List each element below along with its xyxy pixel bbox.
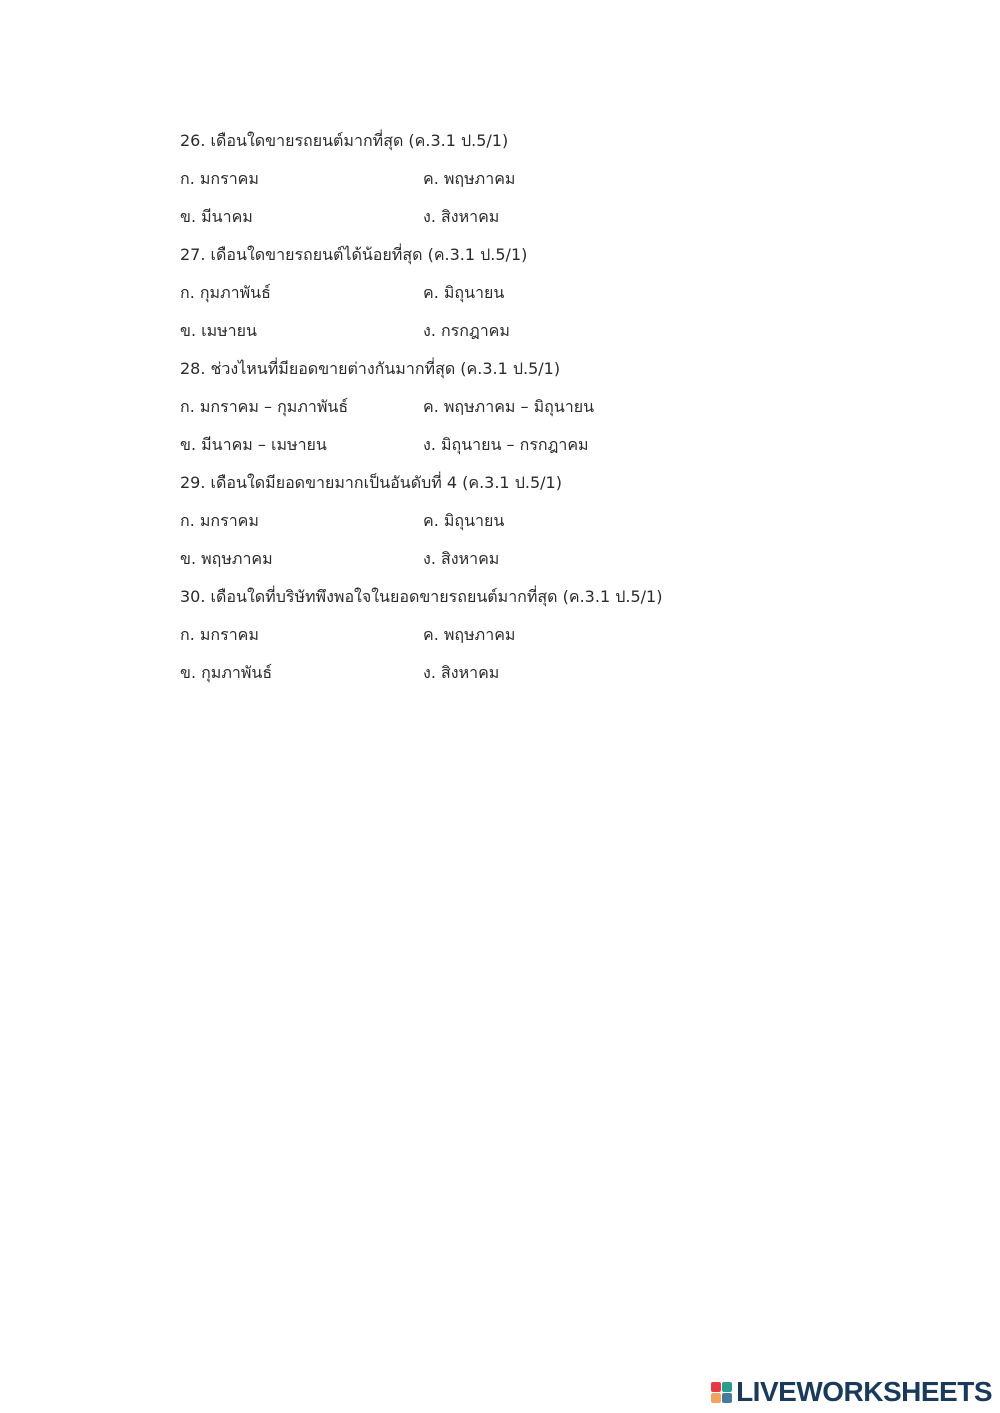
choice-option[interactable]: ข. พฤษภาคม [180,549,273,568]
question-text: 28. ช่วงไหนที่มียอดขายต่างกันมากที่สุด (ค.3.1 ป.5/1) [180,359,561,378]
logo-square-1 [711,1382,721,1392]
question-28 [180,350,820,464]
choice-option[interactable]: ค. มิถุนายน [423,283,505,302]
question-29 [180,464,820,578]
question-27 [180,236,820,350]
logo-square-4 [722,1393,732,1403]
choice-option[interactable]: ง. สิงหาคม [423,663,500,682]
choice-row [180,426,820,464]
liveworksheets-brand[interactable] [711,1377,992,1407]
logo-square-3 [711,1393,721,1403]
question-text: 30. เดือนใดที่บริษัทพึงพอใจในยอดขายรถยนต์มากที่สุด (ค.3.1 ป.5/1) [180,587,663,606]
question-text: 26. เดือนใดขายรถยนต์มากที่สุด (ค.3.1 ป.5/1) [180,131,509,150]
choice-option[interactable]: ค. พฤษภาคม [423,169,516,188]
choice-option[interactable]: ง. สิงหาคม [423,549,500,568]
choice-option[interactable]: ค. พฤษภาคม – มิถุนายน [423,397,595,416]
choice-row [180,654,820,692]
liveworksheets-logo-icon [711,1382,732,1403]
choice-option[interactable]: ก. มกราคม [180,169,259,188]
choice-option[interactable]: ง. มิถุนายน – กรกฎาคม [423,435,589,454]
choice-option[interactable]: ข. มีนาคม – เมษายน [180,435,327,454]
choice-option[interactable]: ข. มีนาคม [180,207,253,226]
choice-option[interactable]: ก. มกราคม – กุมภาพันธ์ [180,397,349,416]
choice-option[interactable]: ก. กุมภาพันธ์ [180,283,271,302]
choice-option[interactable]: ง. กรกฎาคม [423,321,510,340]
choice-row [180,388,820,426]
choice-row [180,616,820,654]
choice-option[interactable]: ข. กุมภาพันธ์ [180,663,273,682]
choice-row [180,312,820,350]
choice-option[interactable]: ค. มิถุนายน [423,511,505,530]
choice-row [180,274,820,312]
logo-square-2 [722,1382,732,1392]
choice-row [180,198,820,236]
question-text: 29. เดือนใดมียอดขายมากเป็นอันดับที่ 4 (ค.3.1 ป.5/1) [180,473,562,492]
question-30 [180,578,820,692]
worksheet-questions [180,122,820,692]
choice-option[interactable]: ก. มกราคม [180,625,259,644]
choice-row [180,160,820,198]
choice-option[interactable]: ก. มกราคม [180,511,259,530]
choice-option[interactable]: ค. พฤษภาคม [423,625,516,644]
choice-option[interactable]: ง. สิงหาคม [423,207,500,226]
choice-row [180,540,820,578]
brand-name: LIVEWORKSHEETS [736,1376,992,1407]
choice-option[interactable]: ข. เมษายน [180,321,257,340]
question-26 [180,122,820,236]
choice-row [180,502,820,540]
question-text: 27. เดือนใดขายรถยนต์ได้น้อยที่สุด (ค.3.1 ป.5/1) [180,245,528,264]
